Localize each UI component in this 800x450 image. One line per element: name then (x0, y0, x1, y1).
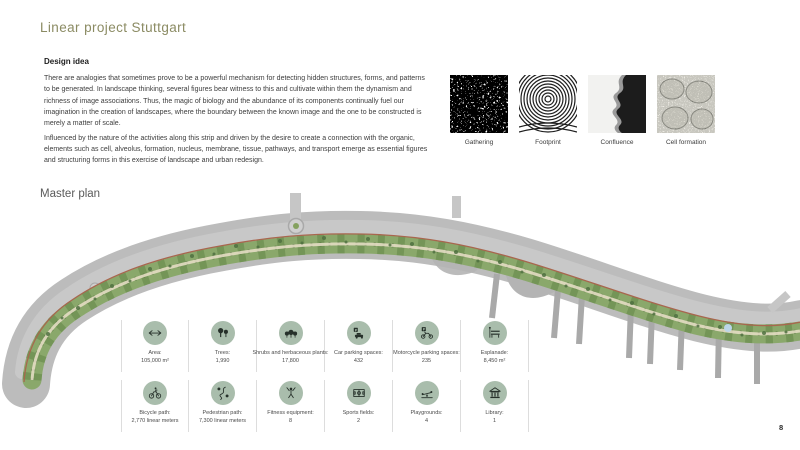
svg-text:P: P (422, 327, 425, 332)
sports-fields-icon (347, 381, 371, 405)
reference-caption: Cell formation (665, 139, 707, 146)
car-parking-icon (347, 321, 371, 345)
design-idea-paragraph-1: There are analogies that sometimes prove to be a powerful mechanism for detecting hidden structures, forms, and patterns to be generated. In landscape thinking, several figures bear witness to this and cultivate within them the dynamism and richness of image associations. Thus, the magic of biology and the abundance of its components continually fuel our imagination in the creation of landscapes, where the boundary between the known image and the one to be constructed is merely a matter of scale. (44, 75, 425, 128)
pedestrian-path-icon (211, 381, 235, 405)
stat-car-parking (325, 320, 393, 372)
stat-label: Pedestrian path: (202, 410, 243, 416)
reference-caption: Confluence (600, 139, 634, 146)
reference-tile-cell-formation (657, 75, 715, 146)
stat-value: 8 (288, 418, 293, 425)
design-idea-paragraph-2: Influenced by the nature of the activities along this strip and driven by the desire to create a connection with the organic, elements such as cell, alveolus, formation, nucleus, membrane, tissue, pathways, and transport emerge as essential figures and structuring forms in this exercise of landscape and urban redesign. (44, 134, 428, 165)
stats-grid (121, 320, 529, 440)
stat-shrubs (252, 320, 329, 372)
stat-label: Playgrounds: (410, 410, 443, 416)
stat-esplanade (461, 320, 529, 372)
reference-images (450, 75, 715, 146)
stats-row-2 (121, 380, 529, 432)
shrubs-icon (279, 321, 303, 345)
stat-motorcycle-parking (393, 320, 461, 372)
stat-value: 235 (421, 358, 432, 365)
design-idea-heading: Design idea (44, 57, 89, 66)
stat-label: Car parking spaces: (334, 350, 383, 356)
stat-value: 1 (492, 418, 497, 425)
area-icon (143, 321, 167, 345)
stat-label: Trees: (214, 350, 231, 356)
page-title: Linear project Stuttgart (40, 20, 187, 35)
stat-bicycle-path (121, 380, 189, 432)
reference-tile-footprint (519, 75, 577, 146)
library-icon (483, 381, 507, 405)
reference-tile-gathering (450, 75, 508, 146)
stat-label: Sports fields: (342, 410, 375, 416)
stat-label: Shrubs and herbaceous plants: (252, 350, 329, 356)
stat-label: Bicycle path: (139, 410, 171, 416)
stat-sports-fields (325, 380, 393, 432)
reference-tile-confluence (588, 75, 646, 146)
plan-pond (724, 324, 732, 332)
playgrounds-icon (415, 381, 439, 405)
stat-label: Fitness equipment: (267, 410, 314, 416)
stat-pedestrian-path (189, 380, 257, 432)
stat-library (461, 380, 529, 432)
esplanade-icon (483, 321, 507, 345)
master-plan-heading: Master plan (40, 188, 101, 200)
stat-value: 2 (356, 418, 361, 425)
reference-caption: Footprint (535, 139, 561, 146)
crowd-texture-image (450, 75, 508, 133)
stat-value: 2,770 linear meters (131, 418, 179, 425)
trees-icon (211, 321, 235, 345)
page-number: 8 (779, 423, 784, 432)
stat-value: 1,990 (215, 358, 230, 365)
fingerprint-texture-image (519, 75, 577, 133)
stat-label: Library: (485, 410, 504, 416)
cell-tissue-texture-image (657, 75, 715, 133)
stat-value: 4 (424, 418, 429, 425)
coastline-texture-image (588, 75, 646, 133)
stat-value: 7,300 linear meters (198, 418, 247, 425)
stat-trees (189, 320, 257, 372)
stat-label: Area: (148, 350, 162, 356)
stat-value: 432 (353, 358, 364, 365)
motorcycle-parking-icon (415, 321, 439, 345)
reference-caption: Gathering (464, 139, 494, 146)
stat-fitness-equipment (257, 380, 325, 432)
stat-value: 8,450 m² (483, 358, 506, 365)
stat-area (121, 320, 189, 372)
stat-value: 105,000 m² (141, 358, 169, 365)
stat-value: 17,800 (282, 358, 299, 365)
bicycle-path-icon (143, 381, 167, 405)
stat-label: Esplanade: (480, 350, 509, 356)
svg-text:P: P (354, 328, 357, 333)
stat-label: Motorcycle parking spaces: (393, 350, 460, 356)
stats-row-1 (121, 320, 529, 372)
stat-playgrounds (393, 380, 461, 432)
fitness-icon (279, 381, 303, 405)
